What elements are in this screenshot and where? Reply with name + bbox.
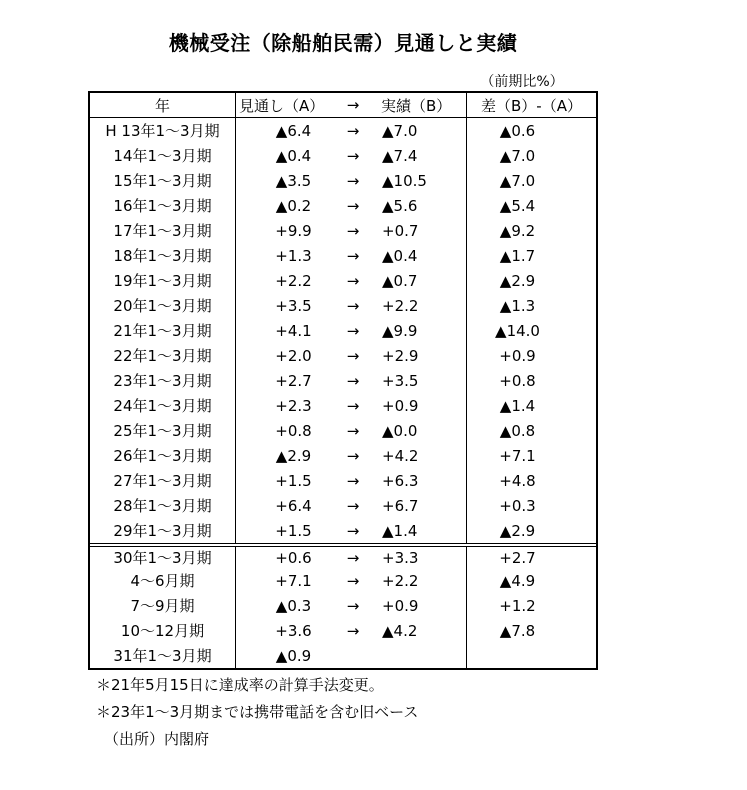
actual-cell: ▲7.0	[373, 118, 467, 143]
table-row	[90, 343, 596, 368]
forecast-cell: ▲3.5	[275, 171, 312, 190]
table-body	[90, 118, 596, 668]
forecast-cell: ▲2.9	[275, 446, 312, 465]
actual-cell: ▲4.2	[373, 618, 467, 643]
source-note: （出所）内閣府	[104, 730, 210, 748]
table-row	[90, 418, 596, 443]
forecast-cell: +4.1	[275, 321, 312, 340]
year-cell: 4～6月期	[90, 568, 236, 593]
table-row	[90, 618, 596, 643]
table-row	[90, 493, 596, 518]
table-row	[90, 193, 596, 218]
year-cell: 23年1～3月期	[90, 368, 236, 393]
header-actual: 実績（B）	[373, 93, 467, 117]
year-cell: 15年1～3月期	[90, 168, 236, 193]
table-row	[90, 643, 596, 668]
footnote-line: ＊23年1～3月期までは携帯電話を含む旧ベース	[96, 703, 419, 721]
actual-cell: ▲1.4	[373, 518, 467, 543]
actual-cell: ▲0.7	[373, 268, 467, 293]
arrow-icon: →	[346, 246, 360, 265]
actual-cell: +6.3	[373, 468, 467, 493]
year-cell: 22年1～3月期	[90, 343, 236, 368]
forecast-cell: +0.8	[275, 421, 312, 440]
year-cell: 14年1～3月期	[90, 143, 236, 168]
diff-cell: +0.8	[499, 371, 536, 390]
actual-cell: +6.7	[373, 493, 467, 518]
arrow-icon: →	[346, 146, 360, 165]
year-cell: 25年1～3月期	[90, 418, 236, 443]
forecast-cell: +1.5	[275, 521, 312, 540]
diff-cell: +7.1	[499, 446, 536, 465]
year-cell: 10～12月期	[90, 618, 236, 643]
table-row	[90, 518, 596, 543]
diff-cell: ▲0.8	[499, 421, 536, 440]
forecast-cell: ▲0.9	[275, 646, 312, 665]
diff-cell: +0.3	[499, 496, 536, 515]
arrow-icon: →	[346, 596, 360, 615]
forecast-cell: ▲0.3	[275, 596, 312, 615]
arrow-icon: →	[346, 471, 360, 490]
table-row	[90, 393, 596, 418]
year-cell: 28年1～3月期	[90, 493, 236, 518]
diff-cell: +2.7	[499, 548, 536, 567]
table-row	[90, 468, 596, 493]
diff-cell: ▲2.9	[499, 521, 536, 540]
diff-cell: ▲1.4	[499, 396, 536, 415]
actual-cell: ▲0.4	[373, 243, 467, 268]
actual-cell: +3.5	[373, 368, 467, 393]
table-row	[90, 168, 596, 193]
table-row	[90, 293, 596, 318]
actual-cell: +2.2	[373, 293, 467, 318]
table-row	[90, 368, 596, 393]
actual-cell: +2.9	[373, 343, 467, 368]
arrow-icon: →	[346, 621, 360, 640]
page-title: 機械受注（除船舶民需）見通しと実績	[168, 31, 518, 55]
forecast-cell: +1.3	[275, 246, 312, 265]
forecast-cell: +9.9	[275, 221, 312, 240]
footnotes	[96, 672, 418, 726]
diff-cell: ▲2.9	[499, 271, 536, 290]
forecast-cell: +1.5	[275, 471, 312, 490]
table-row	[90, 318, 596, 343]
diff-cell: ▲0.6	[499, 121, 536, 140]
diff-cell: ▲5.4	[499, 196, 536, 215]
forecast-cell: +3.5	[275, 296, 312, 315]
arrow-icon: →	[346, 496, 360, 515]
table-row	[90, 268, 596, 293]
year-cell: 21年1～3月期	[90, 318, 236, 343]
actual-cell: +3.3	[373, 547, 467, 568]
year-cell: 17年1～3月期	[90, 218, 236, 243]
year-cell: 30年1～3月期	[90, 547, 236, 568]
forecast-cell: +2.2	[275, 271, 312, 290]
arrow-icon: →	[346, 196, 360, 215]
diff-cell: +0.9	[499, 346, 536, 365]
diff-cell: ▲7.0	[499, 146, 536, 165]
unit-note: （前期比%）	[480, 74, 564, 90]
table-row	[90, 593, 596, 618]
year-cell: 27年1～3月期	[90, 468, 236, 493]
diff-cell: ▲4.9	[499, 571, 536, 590]
header-arrow-icon: →	[346, 96, 360, 114]
arrow-icon: →	[346, 548, 360, 567]
forecast-cell: ▲0.4	[275, 146, 312, 165]
table-row	[90, 218, 596, 243]
actual-cell: +0.7	[373, 218, 467, 243]
year-cell: 18年1～3月期	[90, 243, 236, 268]
forecast-cell: ▲0.2	[275, 196, 312, 215]
table-row	[90, 143, 596, 168]
year-cell: H 13年1～3月期	[90, 118, 236, 143]
header-diff: 差（B）-（A）	[481, 96, 582, 115]
table-row	[90, 443, 596, 468]
arrow-icon: →	[346, 221, 360, 240]
arrow-icon: →	[346, 421, 360, 440]
table-row	[90, 543, 596, 568]
forecast-cell: +3.6	[275, 621, 312, 640]
actual-cell: +0.9	[373, 593, 467, 618]
diff-cell: +4.8	[499, 471, 536, 490]
year-cell: 19年1～3月期	[90, 268, 236, 293]
diff-cell: ▲1.7	[499, 246, 536, 265]
table-row	[90, 243, 596, 268]
year-cell: 29年1～3月期	[90, 518, 236, 543]
arrow-icon: →	[346, 271, 360, 290]
actual-cell: ▲7.4	[373, 143, 467, 168]
year-cell: 20年1～3月期	[90, 293, 236, 318]
arrow-icon: →	[346, 396, 360, 415]
arrow-icon: →	[346, 446, 360, 465]
diff-cell: ▲14.0	[495, 321, 540, 340]
actual-cell: +4.2	[373, 443, 467, 468]
arrow-icon: →	[346, 521, 360, 540]
table-row	[90, 568, 596, 593]
forecast-cell: +7.1	[275, 571, 312, 590]
year-cell: 7～9月期	[90, 593, 236, 618]
arrow-icon: →	[346, 321, 360, 340]
diff-cell: ▲9.2	[499, 221, 536, 240]
arrow-icon: →	[346, 121, 360, 140]
actual-cell: +2.2	[373, 568, 467, 593]
diff-cell: +1.2	[499, 596, 536, 615]
table-row	[90, 118, 596, 143]
arrow-icon	[333, 643, 373, 668]
forecast-cell: +2.0	[275, 346, 312, 365]
actual-cell: ▲0.0	[373, 418, 467, 443]
arrow-icon: →	[346, 346, 360, 365]
actual-cell: +0.9	[373, 393, 467, 418]
arrow-icon: →	[346, 171, 360, 190]
footnote-line: ＊21年5月15日に達成率の計算手法変更。	[96, 676, 384, 694]
diff-cell	[467, 643, 596, 668]
header-year: 年	[90, 93, 236, 117]
arrow-icon: →	[346, 296, 360, 315]
year-cell: 26年1～3月期	[90, 443, 236, 468]
table-header-row	[90, 93, 596, 118]
forecast-cell: +0.6	[275, 548, 312, 567]
forecast-cell: +2.3	[275, 396, 312, 415]
header-forecast: 見通し（A）	[239, 96, 325, 115]
year-cell: 31年1～3月期	[90, 643, 236, 668]
forecast-cell: ▲6.4	[275, 121, 312, 140]
year-cell: 16年1～3月期	[90, 193, 236, 218]
forecast-cell: +2.7	[275, 371, 312, 390]
arrow-icon: →	[346, 571, 360, 590]
actual-cell	[373, 643, 467, 668]
year-cell: 24年1～3月期	[90, 393, 236, 418]
arrow-icon: →	[346, 371, 360, 390]
forecast-cell: +6.4	[275, 496, 312, 515]
actual-cell: ▲10.5	[373, 168, 467, 193]
actual-cell: ▲5.6	[373, 193, 467, 218]
diff-cell: ▲1.3	[499, 296, 536, 315]
diff-cell: ▲7.8	[499, 621, 536, 640]
machinery-orders-table	[88, 91, 598, 670]
actual-cell: ▲9.9	[373, 318, 467, 343]
diff-cell: ▲7.0	[499, 171, 536, 190]
